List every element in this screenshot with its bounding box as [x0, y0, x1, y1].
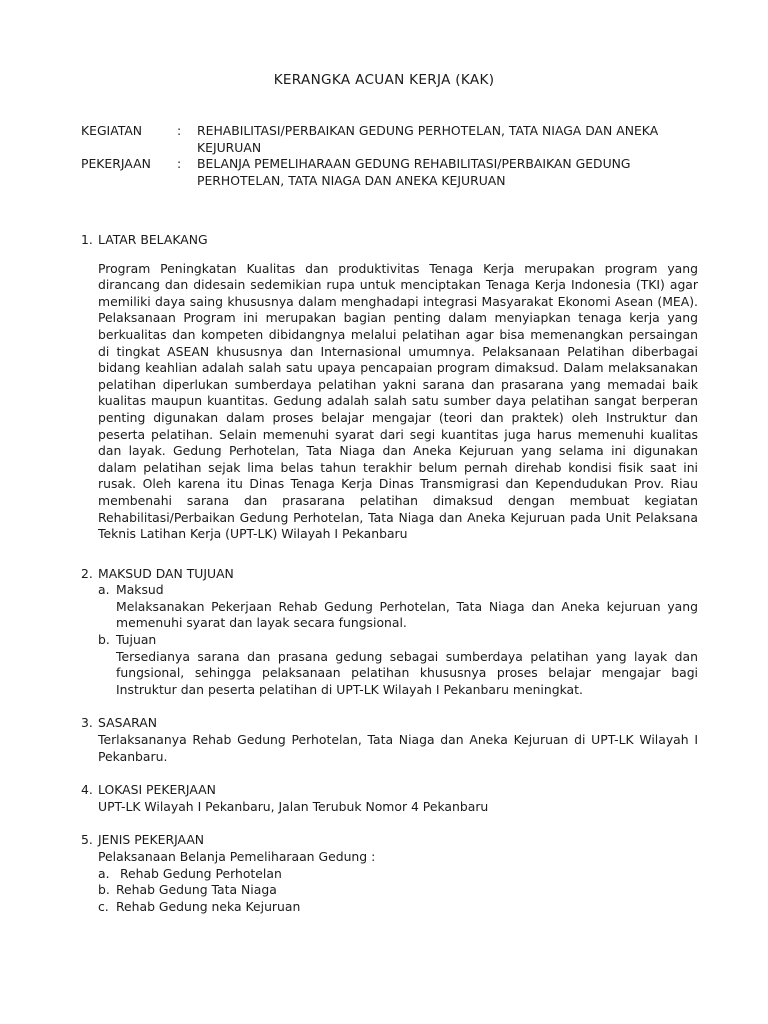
subsection-letter: b. — [98, 632, 110, 648]
section-title: LATAR BELAKANG — [98, 232, 208, 247]
section-title: JENIS PEKERJAAN — [98, 832, 205, 848]
list-item — [98, 866, 698, 883]
meta-value: BELANJA PEMELIHARAAN GEDUNG REHABILITASI/PERBAIKAN GEDUNG PERHOTELAN, TATA NIAGA DAN ANEKA KEJURUAN — [197, 156, 631, 188]
section-paragraph: UPT-LK Wilayah I Pekanbaru, Jalan Terubuk Nomor 4 Pekanbaru — [98, 798, 489, 814]
section-maksud-tujuan — [81, 566, 698, 699]
section-sasaran — [81, 715, 698, 765]
subsection-heading — [98, 632, 698, 649]
list-item-text: Rehab Gedung Perhotelan — [116, 865, 282, 881]
document-title: KERANGKA ACUAN KERJA (KAK) — [273, 72, 495, 88]
subsection-paragraph: Tersedianya sarana dan prasana gedung sebagai sumberdaya pelatihan yang layak dan fungsional, sehingga pelaksanaan pelatihan khususnya proses belajar mengajar bagi Instruktur dan peserta pelatihan di UPT-LK Wilayah I Pekanbaru meningkat. — [116, 648, 698, 697]
meta-key: PEKERJAAN — [81, 156, 151, 172]
section-lokasi — [81, 782, 698, 815]
section-heading — [81, 782, 698, 799]
subsection-paragraph: Melaksanakan Pekerjaan Rehab Gedung Perhotelan, Tata Niaga dan Aneka kejuruan yang memenuhi syarat dan layak secara fungsional. — [116, 598, 698, 631]
list-item — [98, 882, 698, 899]
section-number: 4. — [81, 782, 93, 798]
section-heading — [81, 232, 698, 249]
list-item-text: Rehab Gedung Tata Niaga — [116, 882, 277, 898]
section-heading — [81, 566, 698, 583]
section-latar-belakang — [81, 232, 698, 543]
section-title: SASARAN — [98, 715, 157, 731]
meta-colon: : — [177, 123, 182, 138]
section-number: 3. — [81, 715, 93, 731]
list-item-letter: b. — [98, 882, 110, 898]
meta-value: REHABILITASI/PERBAIKAN GEDUNG PERHOTELAN, TATA NIAGA DAN ANEKA KEJURUAN — [197, 123, 659, 155]
section-paragraph: Terlaksananya Rehab Gedung Perhotelan, Tata Niaga dan Aneka Kejuruan di UPT-LK Wilayah I Pekanbaru. — [98, 732, 698, 764]
section-number: 5. — [81, 832, 93, 848]
subsection-letter: a. — [98, 582, 110, 598]
meta-row-kegiatan — [81, 123, 701, 156]
activity-info — [81, 123, 701, 189]
list-item-letter: c. — [98, 898, 109, 914]
section-intro: Pelaksanaan Belanja Pemeliharaan Gedung : — [98, 849, 376, 864]
section-jenis-pekerjaan — [81, 832, 698, 915]
meta-key: KEGIATAN — [81, 123, 143, 138]
subsection-title: Maksud — [116, 582, 164, 598]
list-item-letter: a. — [98, 865, 110, 881]
meta-colon: : — [177, 156, 182, 172]
document-body — [81, 232, 698, 932]
list-item-text: Rehab Gedung neka Kejuruan — [116, 898, 301, 914]
subsection-title: Tujuan — [116, 632, 157, 648]
section-title: LOKASI PEKERJAAN — [98, 782, 216, 798]
section-heading — [81, 715, 698, 732]
meta-row-pekerjaan — [81, 156, 701, 189]
section-number: 1. — [81, 232, 93, 247]
section-heading — [81, 832, 698, 849]
section-paragraph: Program Peningkatan Kualitas dan produktivitas Tenaga Kerja merupakan program yang dirancang dan didesain sedemikian rupa untuk menciptakan Tenaga Kerja Indonesia (TKI) agar memiliki daya saing khususnya dalam menghadapi integrasi Masyarakat Ekonomi Asean (MEA). Pelaksanaan Program ini merupakan bagian penting dalam menyiapkan tenaga kerja yang berkualitas dan kompeten dibidangnya melalui pelatihan agar bisa memenangkan persaingan di tingkat ASEAN khususnya dan Internasional umumnya. Pelaksanaan Pelatihan diberbagai bidang keahlian adalah salah satu upaya pencapaian program dimaksud. Dalam melaksanakan pelatihan diperlukan sumberdaya pelatihan yakni sarana dan prasarana yang memadai baik kualitas maupun kuantitas. Gedung adalah salah satu sumber daya pelatihan sangat berperan penting digunakan dalam proses belajar mengajar (teori dan praktek) oleh Instruktur dan peserta pelatihan. Selain memenuhi syarat dari segi kuantitas juga harus memenuhi kualitas dan layak. Gedung Perhotelan, Tata Niaga dan Aneka Kejuruan yang selama ini digunakan dalam pelatihan sejak lima belas tahun terakhir belum pernah direhab kondisi fisik saat ini rusak. Oleh karena itu Dinas Tenaga Kerja Dinas Transmigrasi dan Kependudukan Prov. Riau membenahi sarana dan prasarana pelatihan dimaksud dengan membuat kegiatan Rehabilitasi/Perbaikan Gedung Perhotelan, Tata Niaga dan Aneka Kejuruan pada Unit Pelaksana Teknis Latihan Kerja (UPT-LK) Wilayah I Pekanbaru — [98, 260, 698, 542]
list-item — [98, 899, 698, 916]
section-title: MAKSUD DAN TUJUAN — [98, 565, 234, 581]
section-number: 2. — [81, 565, 93, 581]
subsection-heading — [98, 582, 698, 599]
